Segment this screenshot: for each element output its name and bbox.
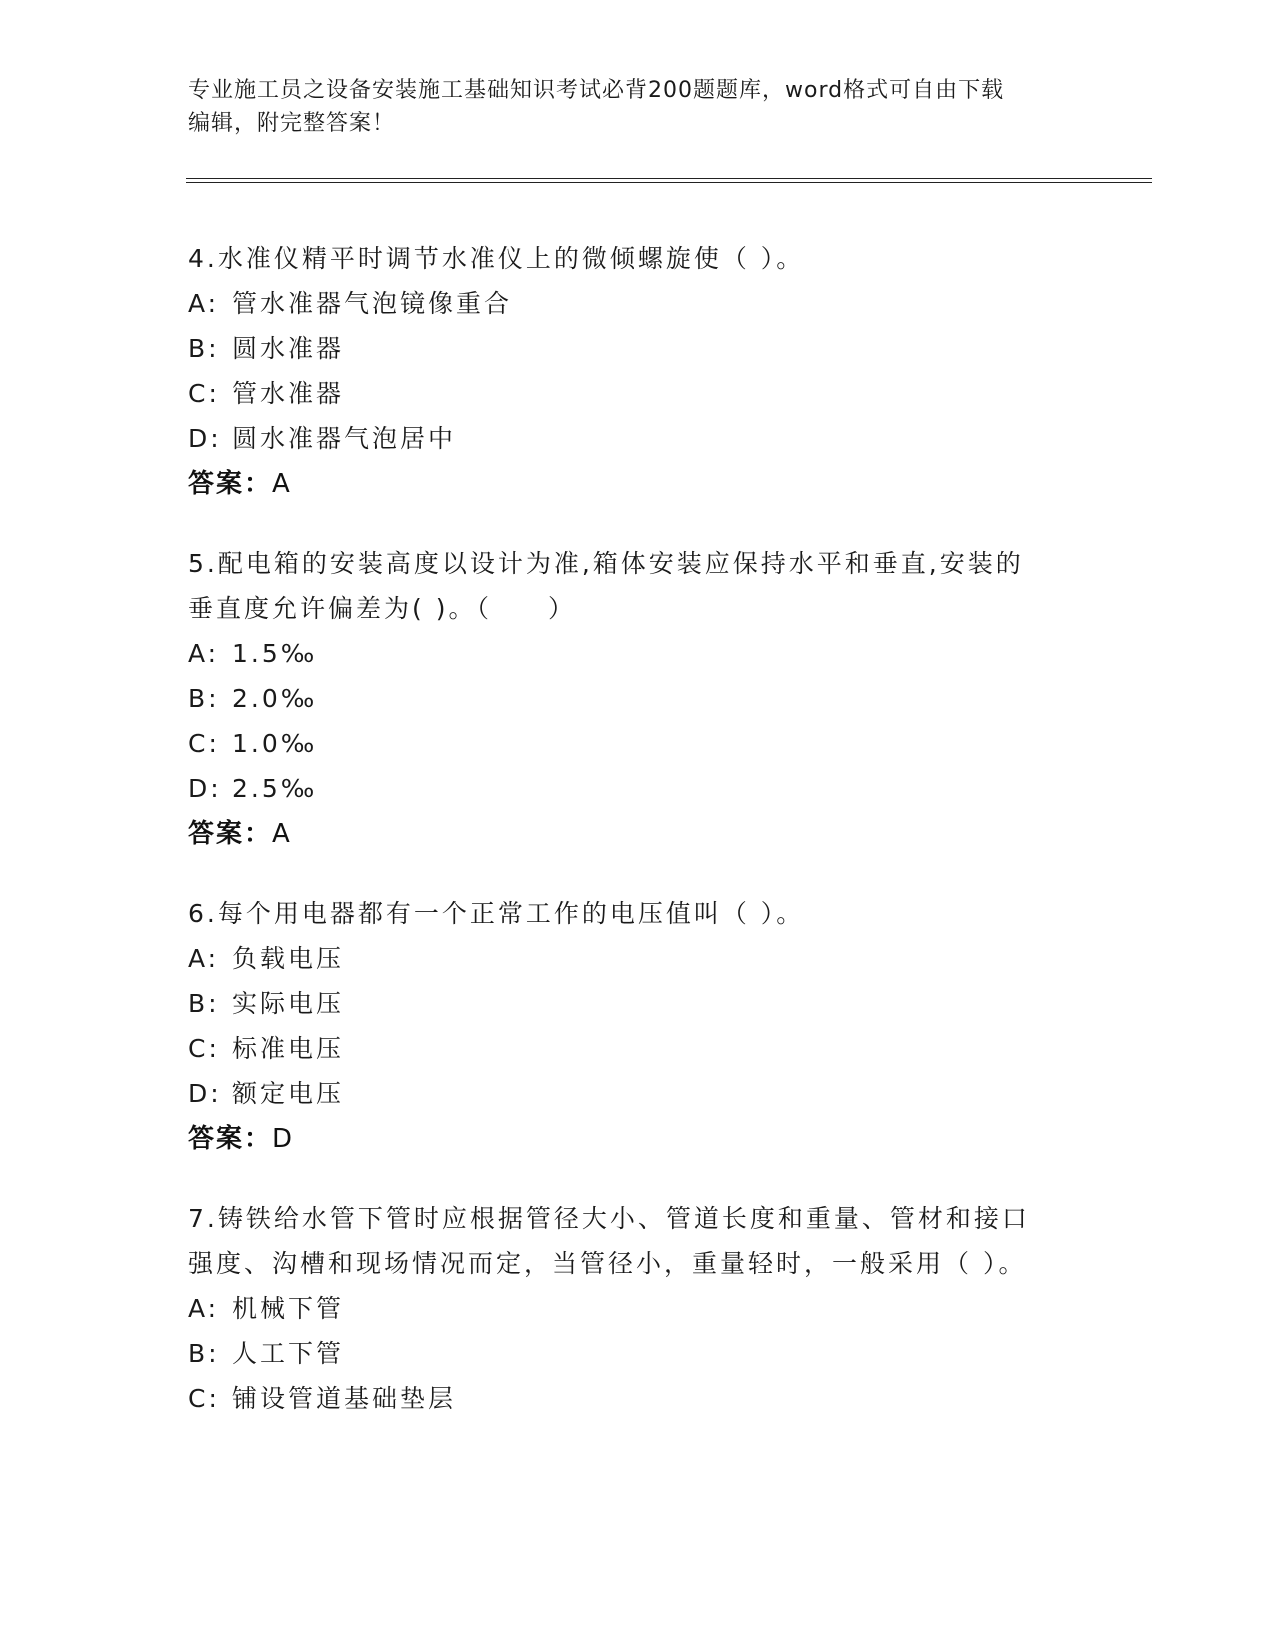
- option-letter: C:: [188, 1034, 220, 1063]
- option-text: 机械下管: [232, 1294, 345, 1323]
- option-d: [188, 766, 1088, 811]
- option-letter: B:: [188, 684, 220, 713]
- question-4: [188, 236, 1088, 507]
- option-letter: D:: [188, 1079, 222, 1108]
- question-5: [188, 541, 1088, 857]
- question-list: [188, 236, 1088, 1455]
- option-letter: C:: [188, 1384, 220, 1413]
- answer-label: 答案：: [188, 819, 273, 849]
- option-a: [188, 281, 1088, 326]
- option-letter: C:: [188, 379, 220, 408]
- option-text: 管水准器: [232, 379, 345, 408]
- question-text-line-1: 7.铸铁给水管下管时应根据管径大小、管道长度和重量、管材和接口: [188, 1204, 1030, 1233]
- option-a: [188, 936, 1088, 981]
- answer-label: 答案：: [188, 1124, 273, 1154]
- question-text-line-2: 垂直度允许偏差为( )。（ ）: [188, 594, 576, 623]
- option-letter: B:: [188, 989, 220, 1018]
- question-text-line-1: 5.配电箱的安装高度以设计为准,箱体安装应保持水平和垂直,安装的: [188, 549, 1024, 578]
- question-7: [188, 1196, 1088, 1421]
- option-letter: B:: [188, 1339, 220, 1368]
- answer-value: D: [272, 1124, 293, 1154]
- header-rule-thick: [186, 182, 1152, 183]
- option-c: [188, 1026, 1088, 1071]
- option-b: [188, 326, 1088, 371]
- option-text: 铺设管道基础垫层: [232, 1384, 457, 1413]
- option-text: 1.5‰: [232, 639, 318, 668]
- option-a: [188, 631, 1088, 676]
- answer: [188, 811, 1088, 857]
- option-a: [188, 1286, 1088, 1331]
- option-letter: A:: [188, 1294, 220, 1323]
- header-line-1: 专业施工员之设备安装施工基础知识考试必背200题题库，word格式可自由下载: [188, 78, 1005, 103]
- option-b: [188, 981, 1088, 1026]
- option-b: [188, 1331, 1088, 1376]
- option-letter: A:: [188, 944, 220, 973]
- option-text: 标准电压: [232, 1034, 345, 1063]
- option-c: [188, 721, 1088, 766]
- answer-label: 答案：: [188, 469, 273, 499]
- option-text: 额定电压: [232, 1079, 345, 1108]
- header-rule-thin: [186, 178, 1152, 179]
- option-text: 圆水准器: [232, 334, 345, 363]
- option-letter: C:: [188, 729, 220, 758]
- question-text: 6.每个用电器都有一个正常工作的电压值叫（ ）。: [188, 899, 805, 928]
- question-text: 4.水准仪精平时调节水准仪上的微倾螺旋使（ ）。: [188, 244, 805, 273]
- option-letter: A:: [188, 639, 220, 668]
- option-text: 负载电压: [232, 944, 345, 973]
- header-line-2: 编辑，附完整答案！: [188, 111, 396, 136]
- question-text: [188, 541, 1088, 631]
- option-letter: D:: [188, 774, 222, 803]
- option-c: [188, 371, 1088, 416]
- option-text: 实际电压: [232, 989, 345, 1018]
- question-6: [188, 891, 1088, 1162]
- answer: [188, 461, 1088, 507]
- option-text: 2.5‰: [232, 774, 318, 803]
- option-text: 人工下管: [232, 1339, 345, 1368]
- answer: [188, 1116, 1088, 1162]
- option-text: 管水准器气泡镜像重合: [232, 289, 513, 318]
- answer-value: A: [272, 819, 290, 849]
- answer-value: A: [272, 469, 290, 499]
- option-c: [188, 1376, 1088, 1421]
- question-text: [188, 1196, 1088, 1286]
- option-d: [188, 416, 1088, 461]
- option-b: [188, 676, 1088, 721]
- option-letter: A:: [188, 289, 220, 318]
- option-d: [188, 1071, 1088, 1116]
- option-letter: D:: [188, 424, 222, 453]
- question-text-line-2: 强度、沟槽和现场情况而定，当管径小，重量轻时，一般采用（ ）。: [188, 1249, 1027, 1278]
- option-text: 2.0‰: [232, 684, 318, 713]
- document-header: [188, 74, 1068, 140]
- option-text: 1.0‰: [232, 729, 318, 758]
- option-text: 圆水准器气泡居中: [232, 424, 457, 453]
- option-letter: B:: [188, 334, 220, 363]
